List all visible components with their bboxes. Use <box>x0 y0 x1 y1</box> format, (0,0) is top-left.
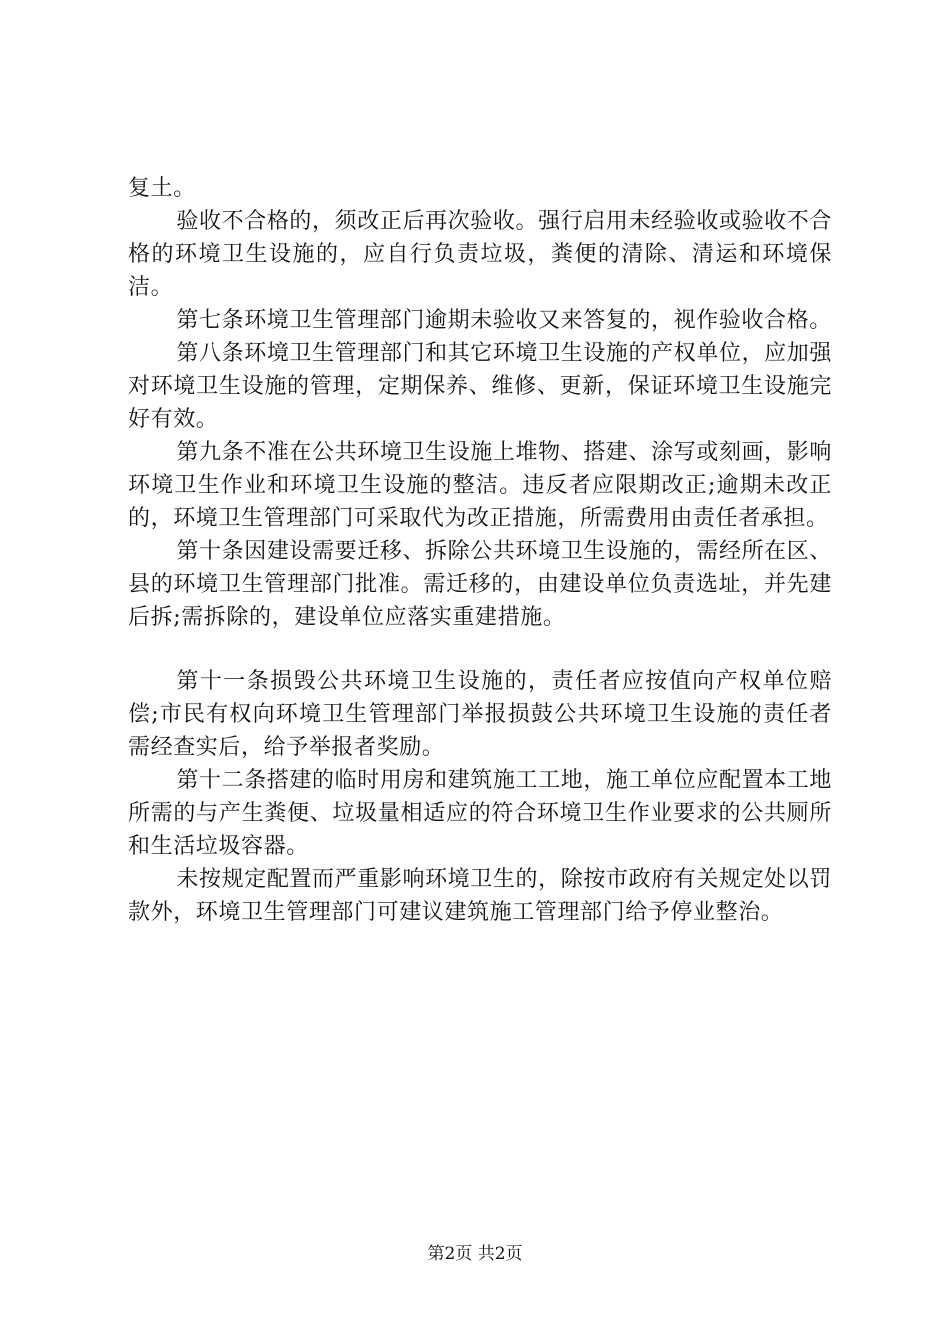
paragraph-penalty: 未按规定配置而严重影响环境卫生的，除按市政府有关规定处以罚款外，环境卫生管理部门可建议建筑施工管理部门给予停业整治。 <box>128 867 832 925</box>
paragraph-article-11: 第十一条损毁公共环境卫生设施的，责任者应按值向产权单位赔偿;市民有权向环境卫生管理部门举报损鼓公共环境卫生设施的责任者需经查实后，给予举报者奖励。 <box>128 669 832 760</box>
paragraph-article-10: 第十条因建设需要迁移、拆除公共环境卫生设施的，需经所在区、县的环境卫生管理部门批准。需迁移的，由建设单位负责选址，并先建后拆;需拆除的，建设单位应落实重建措施。 <box>128 539 832 630</box>
document-body <box>128 172 832 929</box>
paragraph-article-12: 第十二条搭建的临时用房和建筑施工工地，施工单位应配置本工地所需的与产生粪便、垃圾量相适应的符合环境卫生作业要求的公共厕所和生活垃圾容器。 <box>128 768 832 859</box>
paragraph-continuation: 复土。 <box>128 176 196 201</box>
paragraph-acceptance-failure: 验收不合格的，须改正后再次验收。强行启用未经验收或验收不合格的环境卫生设施的，应自行负责垃圾，粪便的清除、清运和环境保洁。 <box>128 209 832 300</box>
paragraph-article-9: 第九条不准在公共环境卫生设施上堆物、搭建、涂写或刻画，影响环境卫生作业和环境卫生设施的整洁。违反者应限期改正;逾期未改正的，环境卫生管理部门可采取代为改正措施，所需费用由责任者承担。 <box>128 440 832 531</box>
paragraph-article-8: 第八条环境卫生管理部门和其它环境卫生设施的产权单位，应加强对环境卫生设施的管理，定期保养、维修、更新，保证环境卫生设施完好有效。 <box>128 341 832 432</box>
paragraph-article-7: 第七条环境卫生管理部门逾期未验收又来答复的，视作验收合格。 <box>176 308 832 333</box>
page-number-footer: 第2页 共2页 <box>427 1244 523 1264</box>
